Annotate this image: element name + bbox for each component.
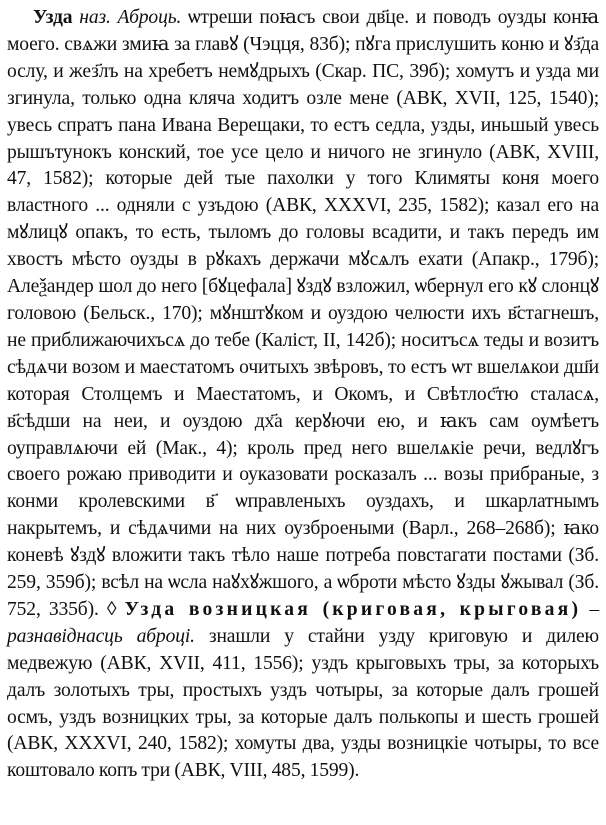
sub-entry-citations: знашли у стайни узду криговую и дилею медвежую (АВК, XVII, 411, 1556); уздъ крыговыхъ тры, за которыхъ далъ золотыхъ тры, простыхъ уздъ чотыры, за которые далъ грошей осмъ, уздъ возницких тры, за которые далъ полькопы и шесть грошей (АВК, XXXVI, 240, 1582); хомуты два, узды возницкіе чотыры, то все коштовало копъ три (АВК, VIII, 485, 1599). (7, 625, 599, 782)
entry-definition: наз. Аброць. (79, 7, 182, 28)
dictionary-entry: Узда наз. Аброць. ѡтреши поꙗсъ свои дв҃це. и поводъ оузды конꙗ моего. свѧжи змиꙗ за главꙋ (Чэцця, 83б); пꙋга прислушить коню и ꙋз҃да ослу, и жез҃лъ на хребетъ немꙋдрыхъ (Скар. ПС, 39б); хомутъ и узда ми згинула, только одна кляча ходитъ озле мене (АВК, XVII, 125, 1540); увесь спратъ пана Ивана Верещаки, то естъ седла, узды, иньшый увесь рышътунокъ конский, тое усе цело и ничого не згинуло (АВК, XVIII, 47, 1582); которые дей тые пахолки у того Климяты коня моего властного ... одняли с узъдою (АВК, XXXVI, 235, 1582); казал его на мꙋлицꙋ опакъ, то есть, тыломъ до головы всадити, и такъ передъ им хвостъ мѣсто оузды в рꙋкахъ держачи мꙋсѧлъ ехати (Апакр., 179б); Алеѯандер шол до него [бꙋцефала] ꙋздꙋ взложил, ѡбернул его кꙋ слонцꙋ головою (Бельск., 170); мꙋнштꙋком и оуздою челюсти ихъ в҃стагнешъ, не приближаючихъсѧ до тебе (Каліст, II, 142б); носитъсѧ теды и возитъ сѣдѧчи возом и маестатомъ очитыхъ звѣровъ, то естъ ѡт вшелѧкои дш҃и которая Столцемъ и Маестатомъ, и Окомъ, и Свѣтлос҃тю сталасѧ, в҃сѣдши на неи, и оуздою дх҃а керꙋючи ею, и ꙗкъ сам оумѣетъ оуправлѧючи ей (Мак., 4); кроль пред него вшелѧкіе речи, ведлꙋгъ своего рожаю приводити и оуказовати росказалъ ... возы прибраные, з конми кролевскими в҃ ѡправленыхъ оуздахъ, и шкарлатнымъ накрытемъ, и сѣдѧчими на них оузброеными (Варл., 268–268б); ꙗко коневѣ ꙋздꙋ вложити такъ тѣло наше потреба повстагати постами (Зб. 259, 359б); всѣл на ѡсла наꙋхꙋжшого, а ѡброти мѣсто ꙋзды ꙋжывал (Зб. 752, 335б). ◊ Узда возницкая (криговая, крыговая) – разнавіднасць аброці. знашли у стайни узду криговую и дилею медвежую (АВК, XVII, 411, 1556); уздъ крыговыхъ тры, за которыхъ далъ золотыхъ тры, простыхъ уздъ чотыры, за которые далъ грошей осмъ, уздъ возницких тры, за которые далъ полькопы и шесть грошей (АВК, XXXVI, 240, 1582); хомуты два, узды возницкіе чотыры, то все коштовало копъ три (АВК, VIII, 485, 1599). (7, 7, 600, 782)
sub-entry-definition: разнавіднасць аброці. (7, 625, 195, 647)
sub-entry-headword: Узда возницкая (криговая, крыговая) (124, 598, 582, 620)
entry-citations: ѡтреши поꙗсъ свои дв҃це. и поводъ оузды конꙗ моего. свѧжи змиꙗ за главꙋ (Чэцця, 83б); пꙋга прислушить коню и ꙋз҃да ослу, и жез҃лъ на хребетъ немꙋдрыхъ (Скар. ПС, 39б); хомутъ и узда ми згинула, только одна кляча ходитъ озле мене (АВК, XVII, 125, 1540); увесь спратъ пана Ивана Верещаки, то естъ седла, узды, иньшый увесь рышътунокъ конский, тое усе цело и ничого не згинуло (АВК, XVIII, 47, 1582); которые дей тые пахолки у того Климяты коня моего властного ... одняли с узъдою (АВК, XXXVI, 235, 1582); казал его на мꙋлицꙋ опакъ, то есть, тыломъ до головы всадити, и такъ передъ им хвостъ мѣсто оузды в рꙋкахъ держачи мꙋсѧлъ ехати (Апакр., 179б); Алеѯандер шол до него [бꙋцефала] ꙋздꙋ взложил, ѡбернул его кꙋ слонцꙋ головою (Бельск., 170); мꙋнштꙋком и оуздою челюсти ихъ в҃стагнешъ, не приближаючихъсѧ до тебе (Каліст, II, 142б); носитъсѧ теды и возитъ сѣдѧчи возом и маестатомъ очитыхъ звѣровъ, то естъ ѡт вшелѧкои дш҃и которая Столцемъ и Маестатомъ, и Окомъ, и Свѣтлос҃тю сталасѧ, в҃сѣдши на неи, и оуздою дх҃а керꙋючи ею, и ꙗкъ сам оумѣетъ оуправлѧючи ей (Мак., 4); кроль пред него вшелѧкіе речи, ведлꙋгъ своего рожаю приводити и оуказовати росказалъ ... возы прибраные, з конми кролевскими в҃ ѡправленыхъ оуздахъ, и шкарлатнымъ накрытемъ, и сѣдѧчими на них оузброеными (Варл., 268–268б); ꙗко коневѣ ꙋздꙋ вложити такъ тѣло наше потреба повстагати постами (Зб. 259, 359б); всѣл на ѡсла наꙋхꙋжшого, а ѡброти мѣсто ꙋзды ꙋжывал (Зб. 752, 335б). ◊ (7, 7, 600, 620)
entry-headword: Узда (33, 7, 73, 28)
